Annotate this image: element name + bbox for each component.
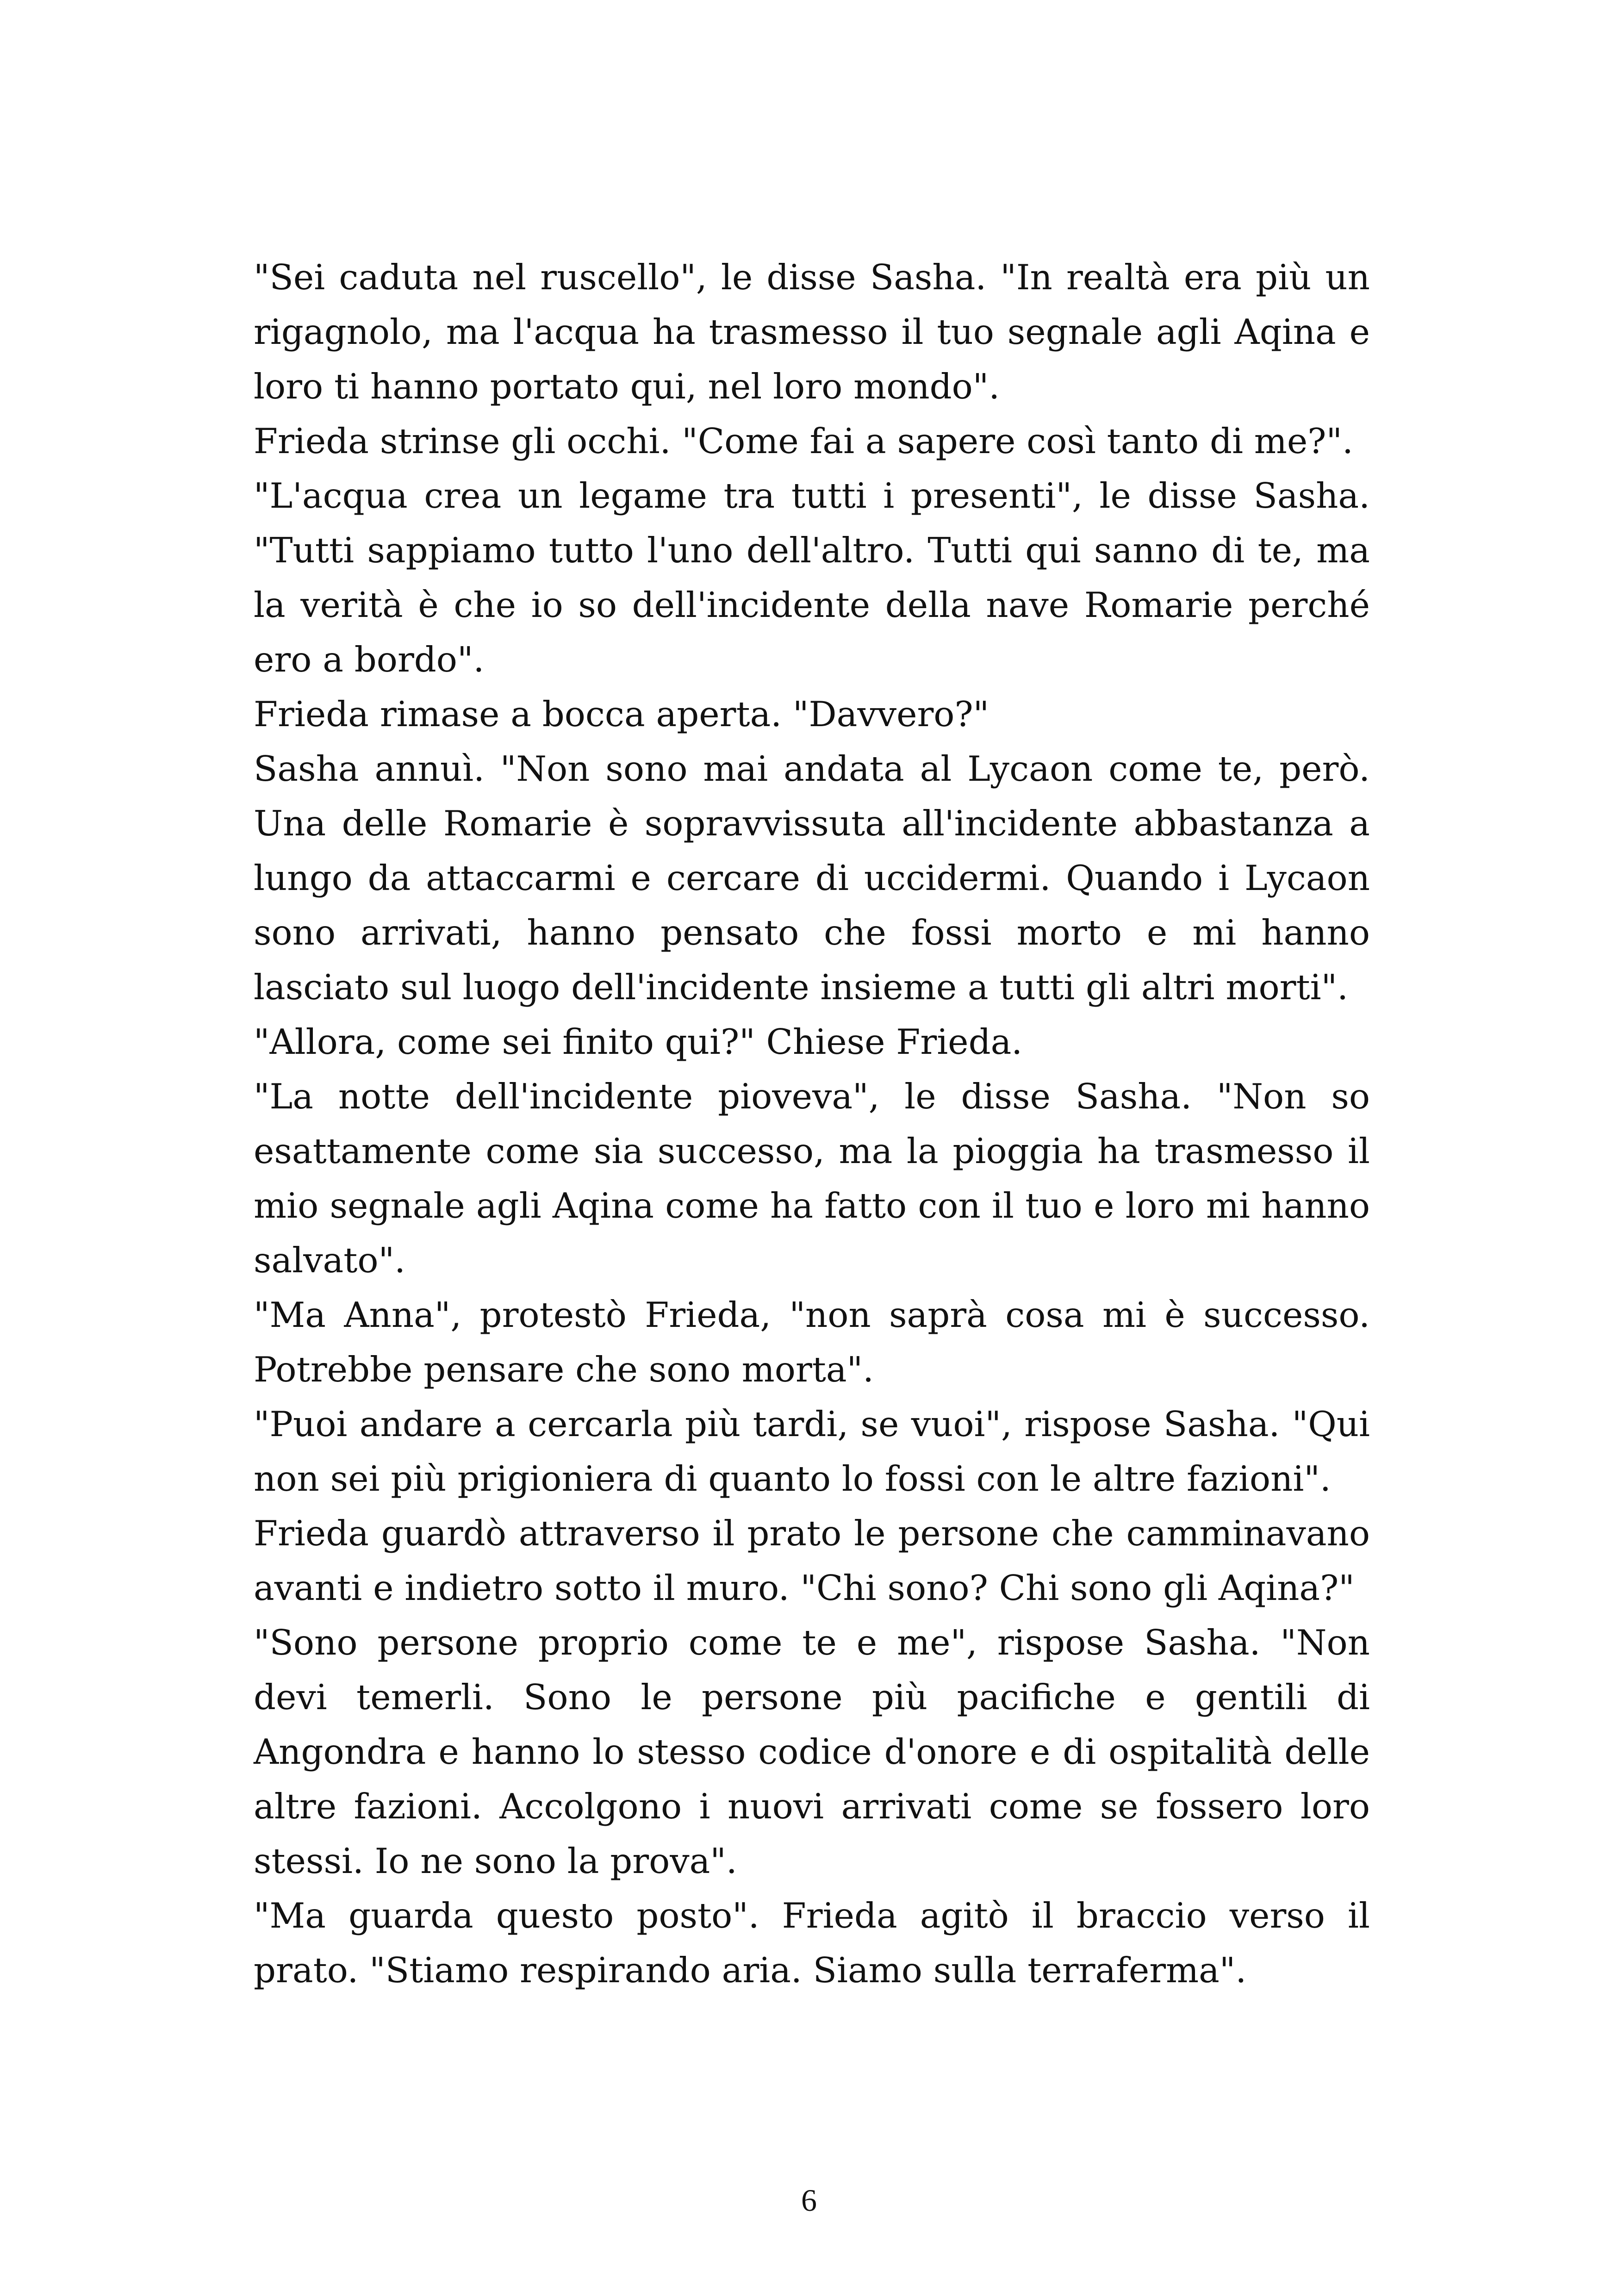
paragraph: Sasha annuì. "Non sono mai andata al Lycaon come te, però. Una delle Romarie è sopravvissuta all'incidente abbastanza a lungo da attaccarmi e cercare di uccidermi. Quando i Lycaon sono arrivati, hanno pensato che fossi morto e mi hanno lasciato sul luogo dell'incidente insieme a tutti gli altri morti". [254,748,1370,1008]
paragraph: "L'acqua crea un legame tra tutti i presenti", le disse Sasha. "Tutti sappiamo tutto l'uno dell'altro. Tutti qui sanno di te, ma la verità è che io so dell'incidente della nave Romarie perché ero a bordo". [254,475,1370,680]
paragraph: Frieda strinse gli occhi. "Come fai a sapere così tanto di me?". [254,421,1353,461]
paragraph: Frieda rimase a bocca aperta. "Davvero?" [254,694,989,734]
paragraph: "Allora, come sei finito qui?" Chiese Frieda. [254,1021,1023,1062]
paragraph: Frieda guardò attraverso il prato le persone che camminavano avanti e indietro sotto il muro. "Chi sono? Chi sono gli Aqina?" [254,1513,1370,1608]
paragraph: "Puoi andare a cercarla più tardi, se vuoi", rispose Sasha. "Qui non sei più prigioniera di quanto lo fossi con le altre fazioni". [254,1404,1370,1499]
paragraph: "Sei caduta nel ruscello", le disse Sasha. "In realtà era più un rigagnolo, ma l'acqua ha trasmesso il tuo segnale agli Aqina e loro ti hanno portato qui, nel loro mondo". [254,257,1370,407]
page-number: 6 [801,2183,817,2218]
paragraph: "Sono persone proprio come te e me", rispose Sasha. "Non devi temerli. Sono le persone più pacifiche e gentili di Angondra e hanno lo stesso codice d'onore e di ospitalità delle altre fazioni. Accolgono i nuovi arrivati come se fossero loro stessi. Io ne sono la prova". [254,1622,1370,1881]
body-text [254,250,1370,1997]
paragraph: "La notte dell'incidente pioveva", le disse Sasha. "Non so esattamente come sia successo, ma la pioggia ha trasmesso il mio segnale agli Aqina come ha fatto con il tuo e loro mi hanno salvato". [254,1076,1370,1281]
paragraph: "Ma Anna", protestò Frieda, "non saprà cosa mi è successo. Potrebbe pensare che sono morta". [254,1294,1370,1390]
paragraph: "Ma guarda questo posto". Frieda agitò il braccio verso il prato. "Stiamo respirando aria. Siamo sulla terraferma". [254,1895,1370,1991]
